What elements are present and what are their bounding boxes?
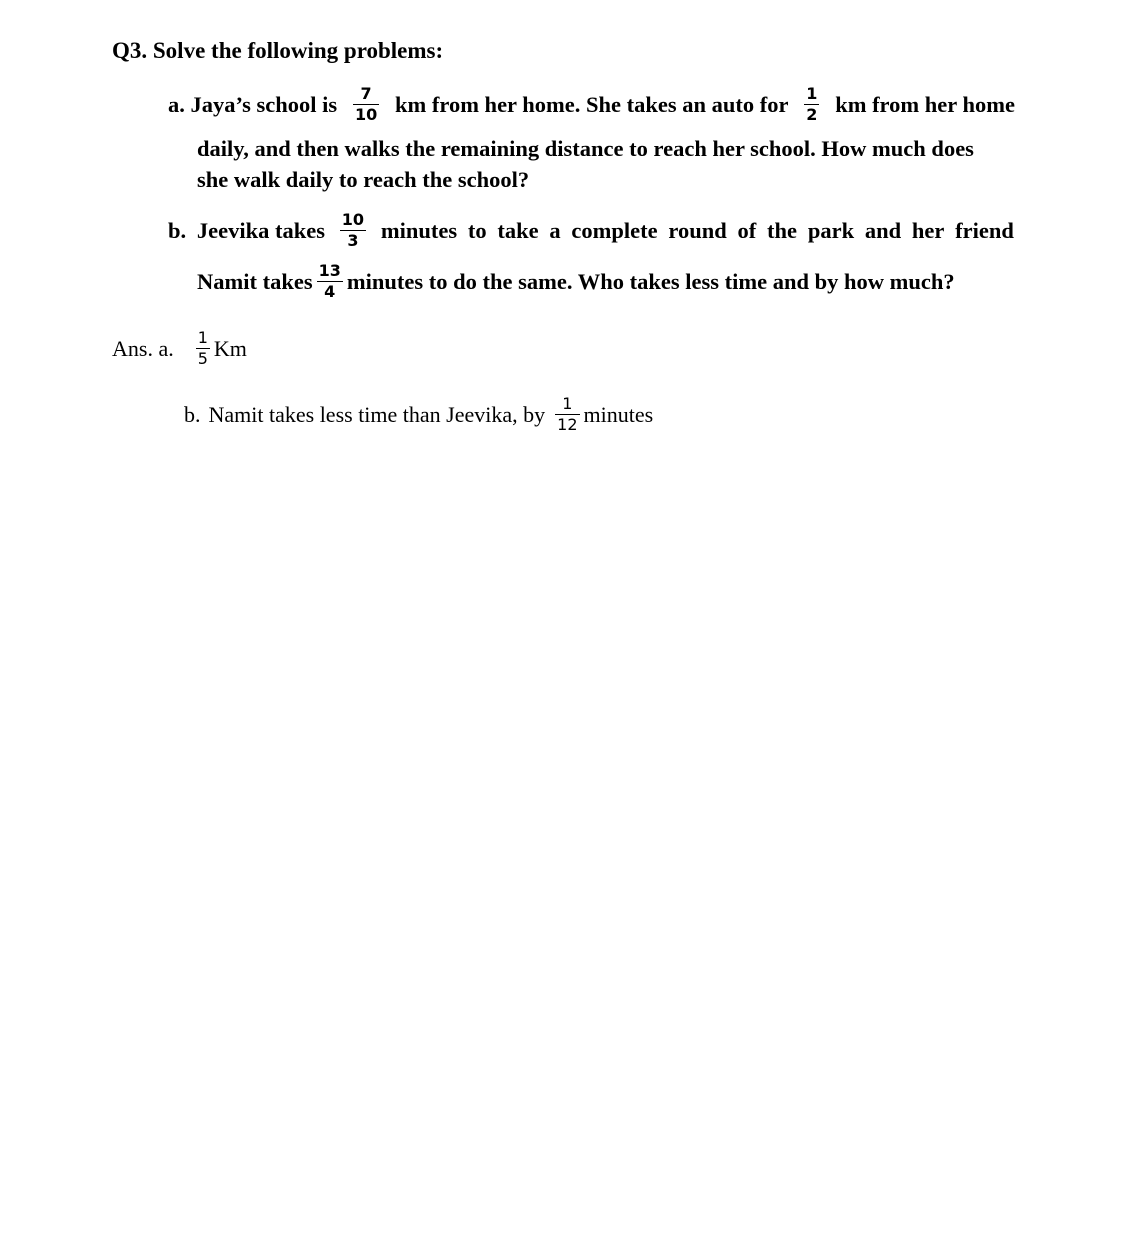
fraction-denominator: 10 bbox=[354, 105, 378, 124]
problem-b-word: park bbox=[807, 217, 855, 243]
fraction-numerator: 1 bbox=[562, 394, 573, 413]
problem-b-word: of bbox=[737, 217, 757, 243]
problem-a-line-2: daily, and then walks the remaining distance to reach her school. How much does bbox=[197, 136, 974, 161]
problem-b-word: round bbox=[668, 217, 727, 243]
answer-b-unit: minutes bbox=[583, 401, 654, 427]
problem-a-text-1: Jaya’s school is bbox=[190, 91, 338, 117]
problem-b-word: to bbox=[467, 217, 487, 243]
fraction-numerator: 7 bbox=[360, 84, 372, 103]
problem-b-word: friend bbox=[955, 217, 1014, 243]
fraction-one-twelfth bbox=[555, 396, 579, 433]
fraction-numerator: 1 bbox=[806, 84, 818, 103]
fraction-denominator: 12 bbox=[557, 415, 578, 434]
question-title: Q3. Solve the following problems: bbox=[112, 38, 444, 63]
problem-b-word: the bbox=[767, 217, 798, 243]
fraction-one-fifth bbox=[196, 330, 210, 367]
fraction-denominator: 5 bbox=[197, 349, 208, 368]
problem-a-line-3: she walk daily to reach the school? bbox=[197, 167, 530, 192]
answer-b-label: b. bbox=[184, 401, 201, 427]
fraction-denominator: 3 bbox=[347, 231, 359, 250]
fraction-thirteen-quarters bbox=[317, 263, 343, 300]
problem-b-text-3: minutes to do the same. Who takes less time and by how much? bbox=[346, 268, 955, 294]
fraction-ten-thirds bbox=[340, 212, 366, 249]
problem-b-line-1 bbox=[168, 212, 1014, 249]
problem-b-word: a bbox=[549, 217, 561, 243]
problem-a-text-3: km from her home bbox=[835, 91, 1015, 117]
answer-b bbox=[184, 396, 653, 433]
problem-b-label: b. bbox=[168, 217, 187, 243]
problem-b-word: minutes bbox=[380, 217, 458, 243]
fraction-numerator: 13 bbox=[318, 261, 341, 280]
answer-b-text: Namit takes less time than Jeevika, by bbox=[208, 401, 546, 427]
fraction-denominator: 2 bbox=[806, 105, 818, 124]
problem-b-word: complete bbox=[571, 217, 658, 243]
answer-a-unit: Km bbox=[213, 335, 247, 361]
fraction-numerator: 10 bbox=[341, 210, 365, 229]
problem-a-label-and-text bbox=[168, 92, 337, 118]
problem-b-text-1: Jeevika takes bbox=[196, 217, 326, 243]
problem-a-label: a. bbox=[168, 91, 185, 117]
problem-b-word: and bbox=[864, 217, 902, 243]
problem-b-line-2 bbox=[197, 263, 955, 300]
fraction-denominator: 4 bbox=[324, 282, 336, 301]
problem-b-word: her bbox=[911, 217, 945, 243]
answer-a bbox=[112, 330, 247, 367]
problem-a-text-2: km from her home. She takes an auto for bbox=[394, 91, 789, 117]
problem-b-word: take bbox=[497, 217, 539, 243]
problem-b-text-2: Namit takes bbox=[197, 268, 313, 294]
fraction-one-half bbox=[804, 86, 819, 123]
problem-a-line-1 bbox=[168, 86, 1015, 123]
fraction-numerator: 1 bbox=[197, 328, 208, 347]
answer-prefix: Ans. a. bbox=[112, 335, 174, 361]
fraction-seven-tenths bbox=[353, 86, 379, 123]
